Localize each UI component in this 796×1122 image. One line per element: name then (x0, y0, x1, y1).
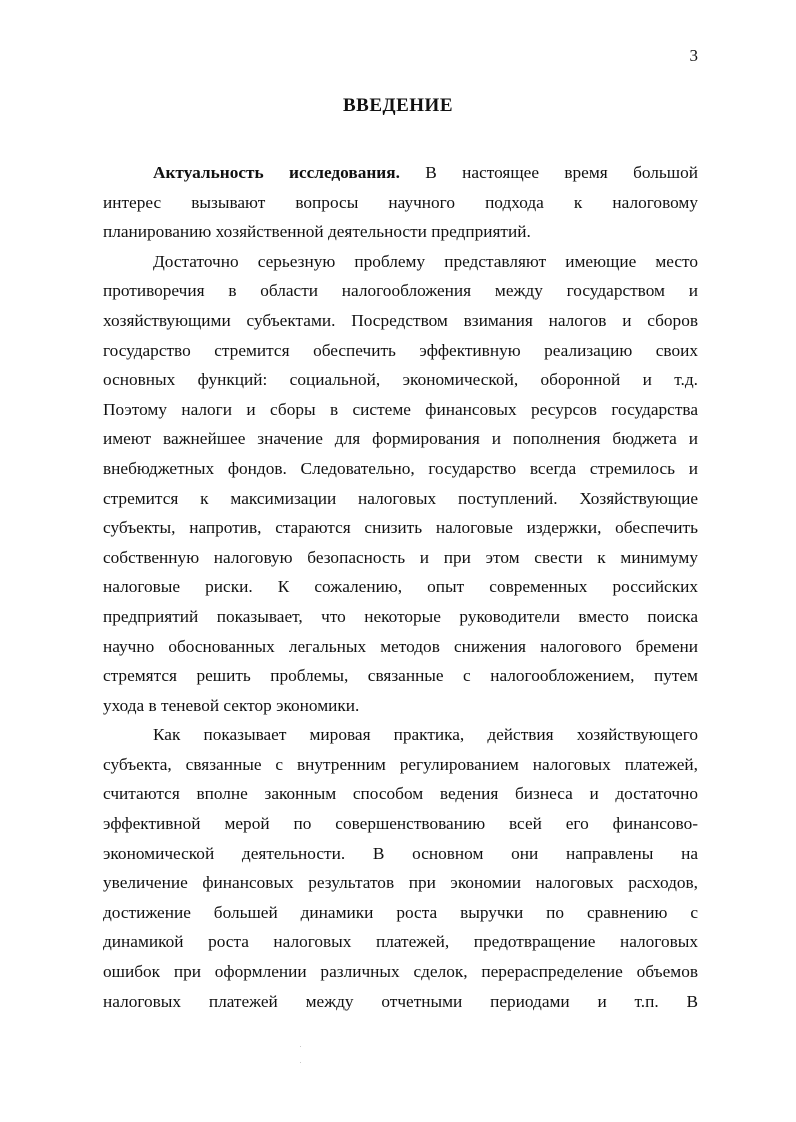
text-line: считаются вполне законным способом ведения бизнеса и достаточно (103, 784, 698, 804)
relevance-heading: Актуальность исследования. (153, 163, 400, 182)
text-line: основных функций: социальной, экономической, оборонной и т.д. (103, 370, 698, 390)
text-line: планированию хозяйственной деятельности предприятий. (103, 222, 531, 242)
page-number: 3 (689, 46, 698, 65)
text-line: государство стремится обеспечить эффективную реализацию своих (103, 340, 698, 360)
text-line: субъекты, напротив, стараются снизить налоговые издержки, обеспечить (103, 518, 698, 538)
paragraph-practice (103, 720, 698, 1016)
body-text (103, 158, 698, 1016)
text-line: предприятий показывает, что некоторые руководители вместо поиска (103, 606, 698, 626)
text-line: налоговых платежей между отчетными периодами и т.п. В (103, 991, 698, 1011)
text-line: динамикой роста налоговых платежей, предотвращение налоговых (103, 932, 698, 952)
text-line: достижение большей динамики роста выручки по сравнению с (103, 902, 698, 922)
text-line: хозяйствующими субъектами. Посредством взимания налогов и сборов (103, 310, 698, 330)
text-line: субъекта, связанные с внутренним регулированием налоговых платежей, (103, 754, 698, 774)
text-line: стремятся решить проблемы, связанные с налогообложением, путем (103, 666, 698, 686)
text-line: интерес вызывают вопросы научного подхода к налоговому (103, 192, 698, 212)
text-line: стремится к максимизации налоговых поступлений. Хозяйствующие (103, 488, 698, 508)
scan-artifact (300, 1046, 301, 1047)
text-line: Достаточно серьезную проблему представляют имеющие место (153, 251, 698, 271)
text-line: противоречия в области налогообложения между государством и (103, 281, 698, 301)
paragraph-problem (103, 247, 698, 721)
text-line: увеличение финансовых результатов при экономии налоговых расходов, (103, 873, 698, 893)
text-line: экономической деятельности. В основном они направлены на (103, 843, 698, 863)
text-line: собственную налоговую безопасность и при этом свести к минимуму (103, 547, 698, 567)
text-line: налоговые риски. К сожалению, опыт современных российских (103, 577, 698, 597)
text-line: Поэтому налоги и сборы в системе финансовых ресурсов государства (103, 399, 698, 419)
text-line: научно обоснованных легальных методов снижения налогового бремени (103, 636, 698, 656)
text-line: ухода в теневой сектор экономики. (103, 695, 360, 715)
text-line: Актуальность исследования. В настоящее время большой (153, 163, 698, 182)
scan-artifact (300, 1062, 301, 1063)
text-line: Как показывает мировая практика, действия хозяйствующего (153, 725, 698, 745)
text-line: ошибок при оформлении различных сделок, перераспределение объемов (103, 962, 698, 982)
text-line: эффективной мерой по совершенствованию всей его финансово- (103, 814, 698, 834)
paragraph-relevance (103, 158, 698, 247)
chapter-title: ВВЕДЕНИЕ (343, 95, 453, 116)
text-line: внебюджетных фондов. Следовательно, государство всегда стремилось и (103, 458, 698, 478)
text-line: имеют важнейшее значение для формирования и пополнения бюджета и (103, 429, 698, 449)
